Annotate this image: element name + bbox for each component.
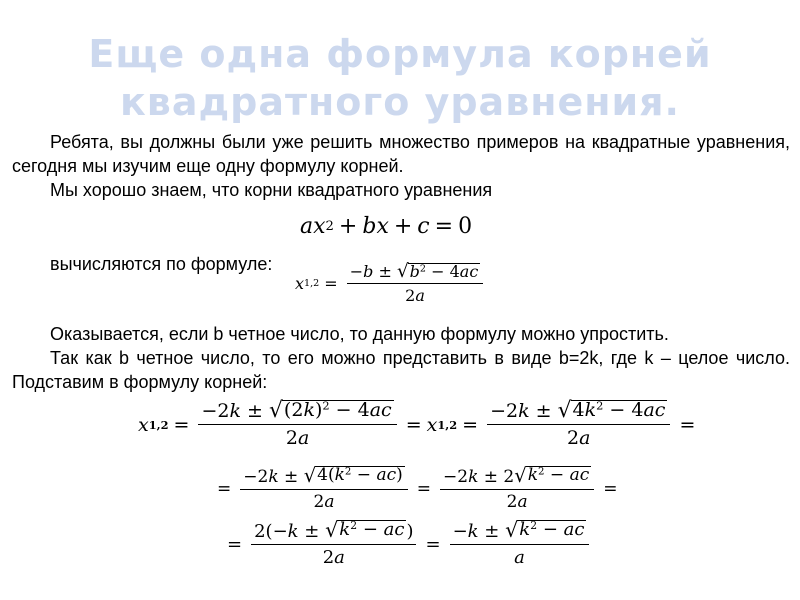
slide-title-line-2: квадратного уравнения.	[120, 80, 680, 124]
slide-title-line-1: Еще одна формула корней	[88, 32, 712, 76]
derivation-step-2: = −2k ± √ $4(k^2 - ac)$ 2a = −2k ± 2 √ $k^2$ − ac 2a =	[217, 464, 618, 512]
derivation-step-1: x 1,2 = −2k ± √ $(2k)^2 - 4ac$ 2a = x 1,2 = −2k ± √ $4k^2 - 4ac$ 2a =	[138, 398, 696, 449]
derivation-step-3: = 2(−k ± √ $k^2$ − ac ) 2a = −k ± √ $k^2$ − ac a	[222, 520, 593, 568]
root-formula: x 1,2 = −b ± √ $b^2 - 4ac$ 2a	[295, 262, 487, 305]
intro-paragraph: Ребята, вы должны были уже решить множество примеров на квадратные уравнения, сегодня мы изучим еще одну формулу корней.	[12, 132, 790, 176]
computed-by-formula-paragraph: вычисляются по формуле:	[50, 254, 273, 274]
simplify-paragraph: Оказывается, если b четное число, то данную формулу можно упростить.	[50, 324, 669, 344]
slide-title	[0, 30, 800, 126]
quadratic-equation: ax 2 + bx + c = 0	[300, 214, 473, 239]
known-roots-paragraph: Мы хорошо знаем, что корни квадратного уравнения	[50, 180, 493, 200]
substitution-paragraph: Так как b четное число, то его можно представить в виде b=2k, где k – целое число. Подставим в формулу корней:	[12, 348, 790, 392]
